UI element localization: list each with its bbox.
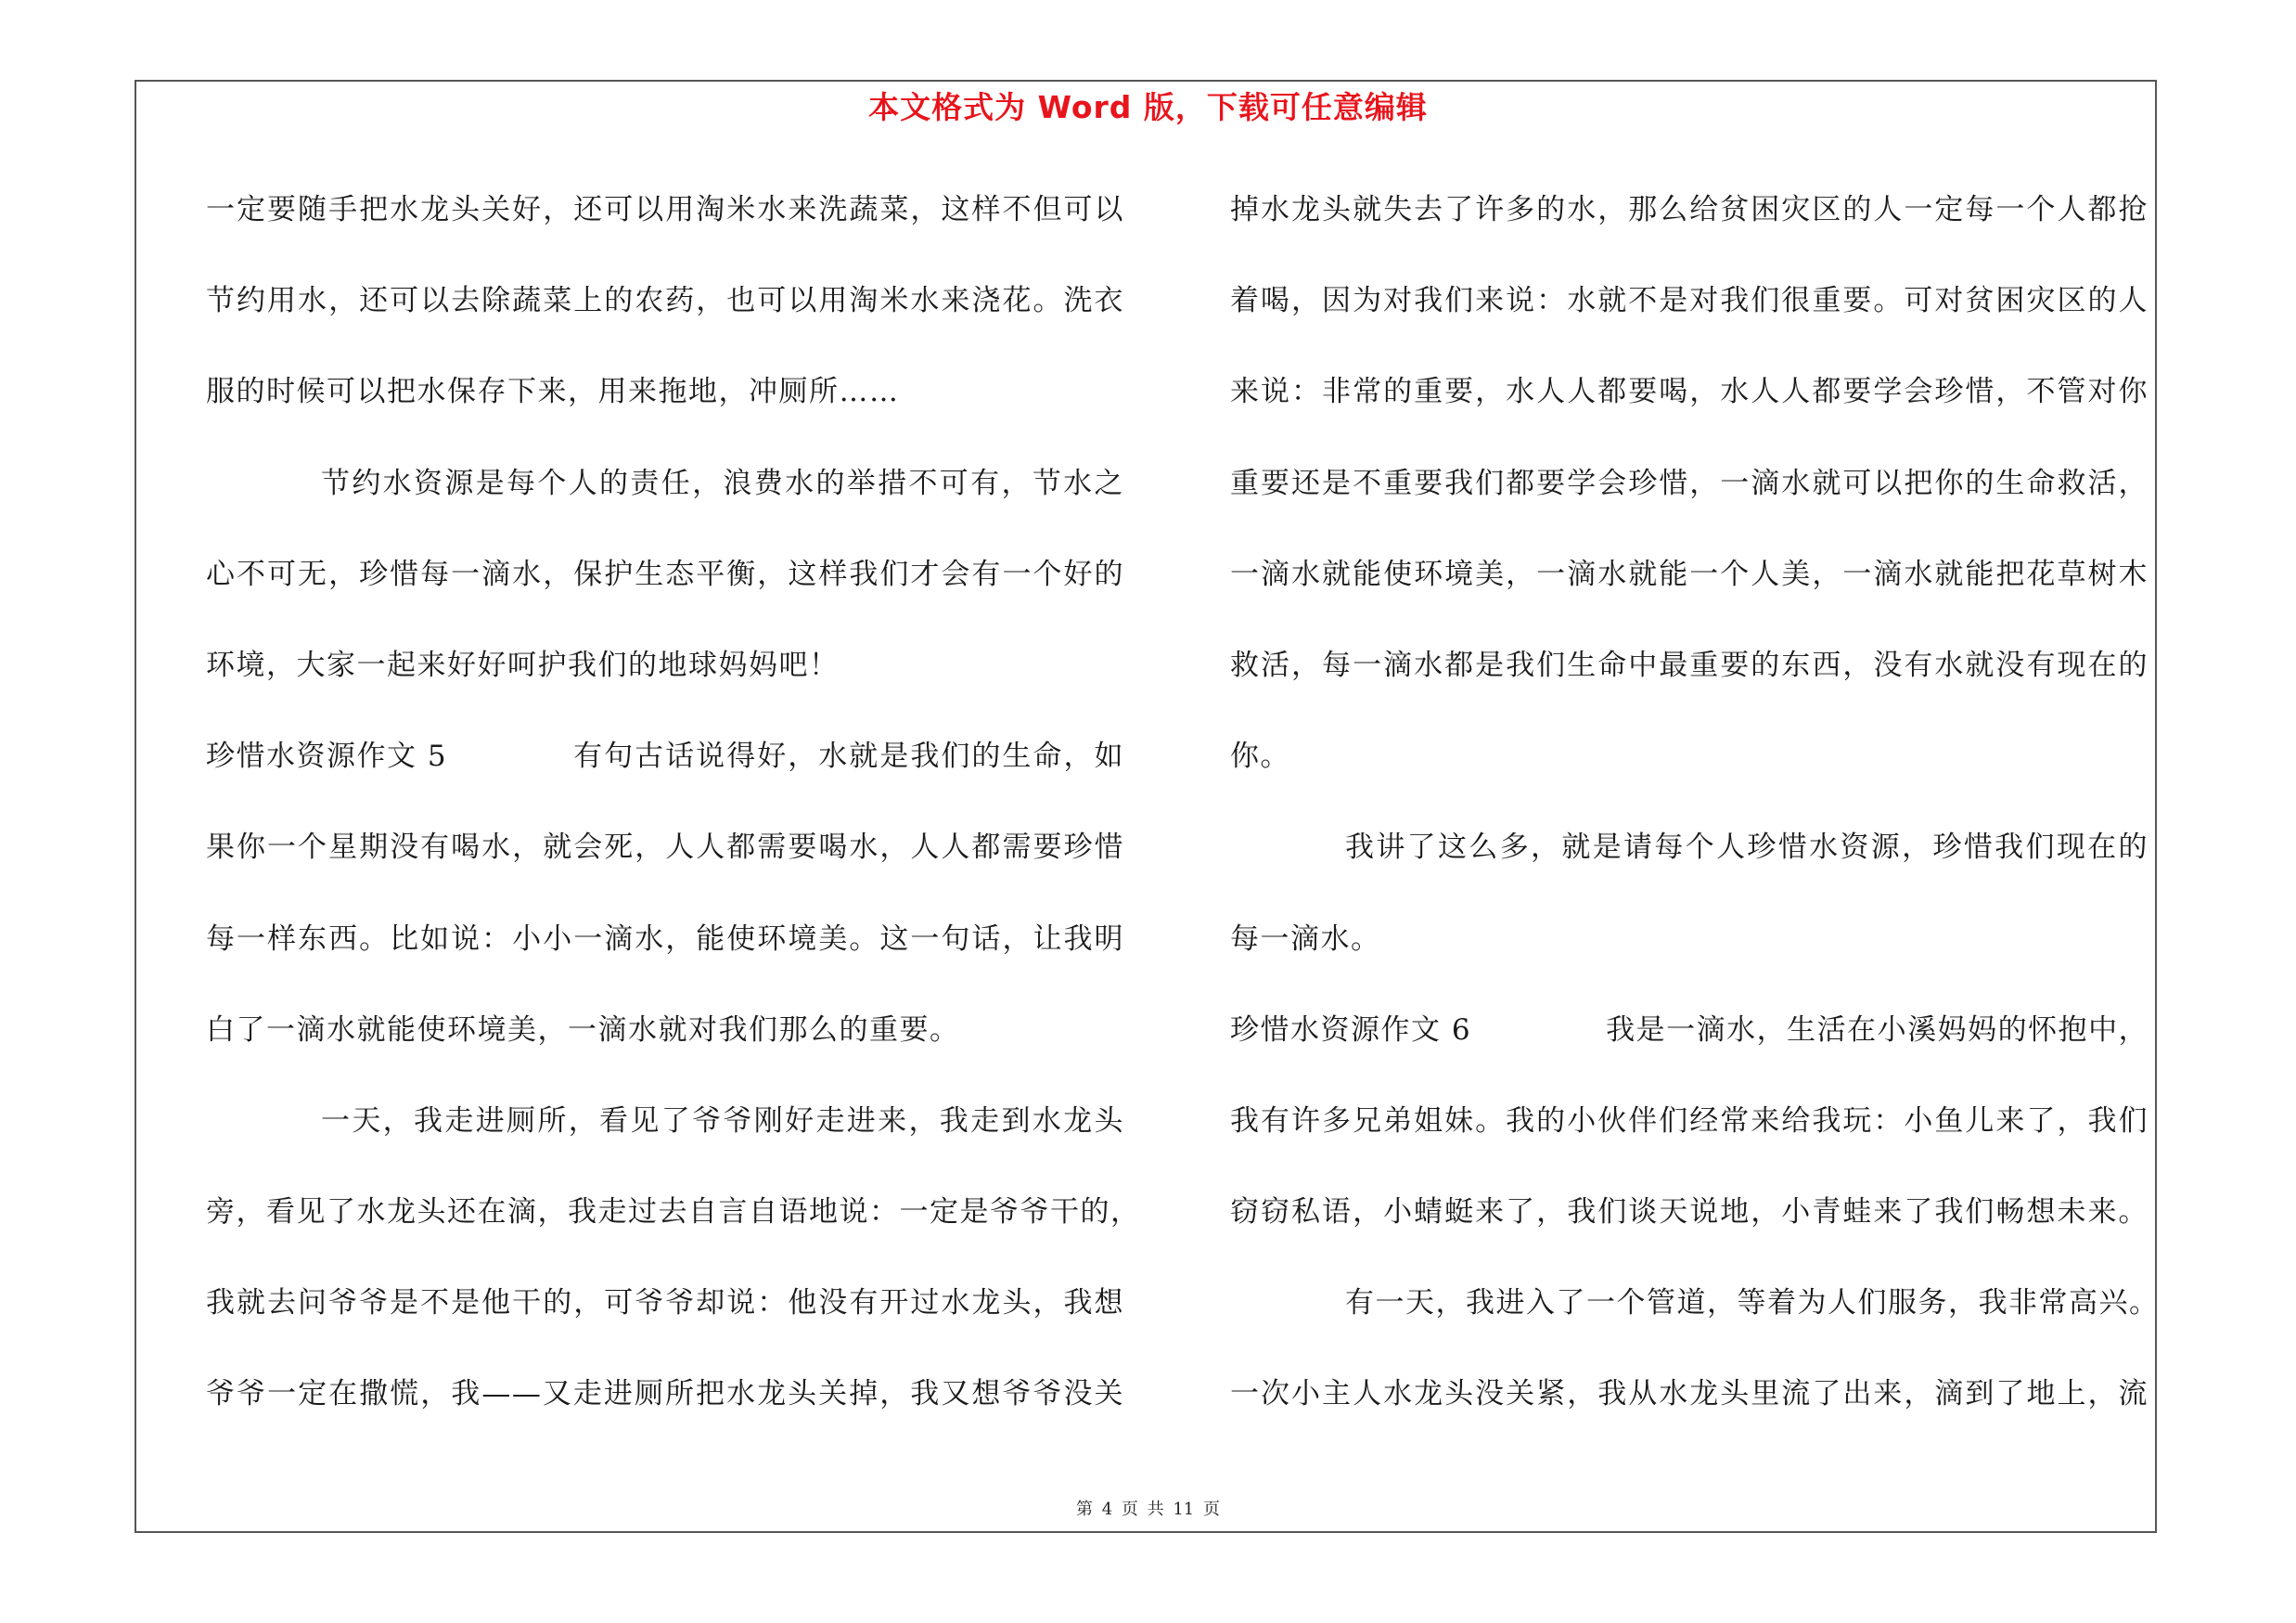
text-line: 节约水资源是每个人的责任，浪费水的举措不可有，节水之 [321, 466, 1124, 500]
text-line: 有一天，我进入了一个管道，等着为人们服务，我非常高兴。 [1345, 1286, 2160, 1320]
text-line: 果你一个星期没有喝水，就会死，人人都需要喝水，人人都需要珍惜 [206, 831, 1124, 865]
text-line: 服的时候可以把水保存下来，用来拖地，冲厕所…… [206, 375, 900, 409]
text-line: 每一样东西。比如说：小小一滴水，能使环境美。这一句话，让我明 [206, 921, 1124, 956]
text-line: 我讲了这么多，就是请每个人珍惜水资源，珍惜我们现在的 [1345, 831, 2148, 865]
text-line: 重要还是不重要我们都要学会珍惜，一滴水就可以把你的生命救活， [1230, 466, 2148, 500]
text-line: 来说：非常的重要，水人人都要喝，水人人都要学会珍惜，不管对你 [1230, 375, 2148, 409]
text-line: 救活，每一滴水都是我们生命中最重要的东西，没有水就没有现在的 [1230, 648, 2148, 682]
text-line: 爷爷一定在撒慌，我——又走进厕所把水龙头关掉，我又想爷爷没关 [206, 1377, 1124, 1411]
text-line: 一滴水就能使环境美，一滴水就能一个人美，一滴水就能把花草树木 [1230, 557, 2148, 591]
text-line: 我是一滴水，生活在小溪妈妈的怀抱中， [1606, 1012, 2149, 1047]
text-line: 窃窃私语，小蜻蜓来了，我们谈天说地，小青蛙来了我们畅想未来。 [1230, 1195, 2148, 1230]
text-line: 一天，我走进厕所，看见了爷爷刚好走进来，我走到水龙头 [321, 1103, 1124, 1138]
text-line: 白了一滴水就能使环境美，一滴水就对我们那么的重要。 [206, 1012, 960, 1047]
text-line: 一次小主人水龙头没关紧，我从水龙头里流了出来，滴到了地上，流 [1230, 1377, 2148, 1411]
text-line: 着喝，因为对我们来说：水就不是对我们很重要。可对贫困灾区的人 [1230, 284, 2148, 318]
text-line: 每一滴水。 [1230, 921, 1381, 956]
text-line: 我就去问爷爷是不是他干的，可爷爷却说：他没有开过水龙头，我想 [206, 1286, 1124, 1320]
essay-heading-row [1230, 1002, 2148, 1093]
banner-title: 本文格式为 Word 版，下载可任意编辑 [868, 89, 1428, 125]
text-line: 环境，大家一起来好好呵护我们的地球妈妈吧！ [206, 648, 840, 682]
essay-title: 珍惜水资源作文 5 [206, 740, 448, 774]
text-line: 心不可无，珍惜每一滴水，保护生态平衡，这样我们才会有一个好的 [206, 557, 1124, 591]
page-number: 第 4 页 共 11 页 [1076, 1500, 1220, 1519]
text-line: 你。 [1230, 740, 1290, 774]
left-column [206, 182, 1141, 1458]
text-line: 一定要随手把水龙头关好，还可以用淘米水来洗蔬菜，这样不但可以 [206, 193, 1124, 226]
essay-title: 珍惜水资源作文 6 [1230, 1012, 1472, 1047]
text-line: 旁，看见了水龙头还在滴，我走过去自言自语地说：一定是爷爷干的， [206, 1195, 1141, 1230]
text-line: 掉水龙头就失去了许多的水，那么给贫困灾区的人一定每一个人都抢 [1230, 193, 2148, 226]
text-line: 节约用水，还可以去除蔬菜上的农药，也可以用淘米水来浇花。洗衣 [206, 284, 1124, 318]
right-column [1230, 182, 2160, 1458]
text-line: 我有许多兄弟姐妹。我的小伙伴们经常来给我玩：小鱼儿来了，我们 [1230, 1103, 2148, 1138]
text-line: 有句古话说得好，水就是我们的生命，如 [573, 740, 1124, 774]
essay-heading-row [206, 728, 1124, 819]
